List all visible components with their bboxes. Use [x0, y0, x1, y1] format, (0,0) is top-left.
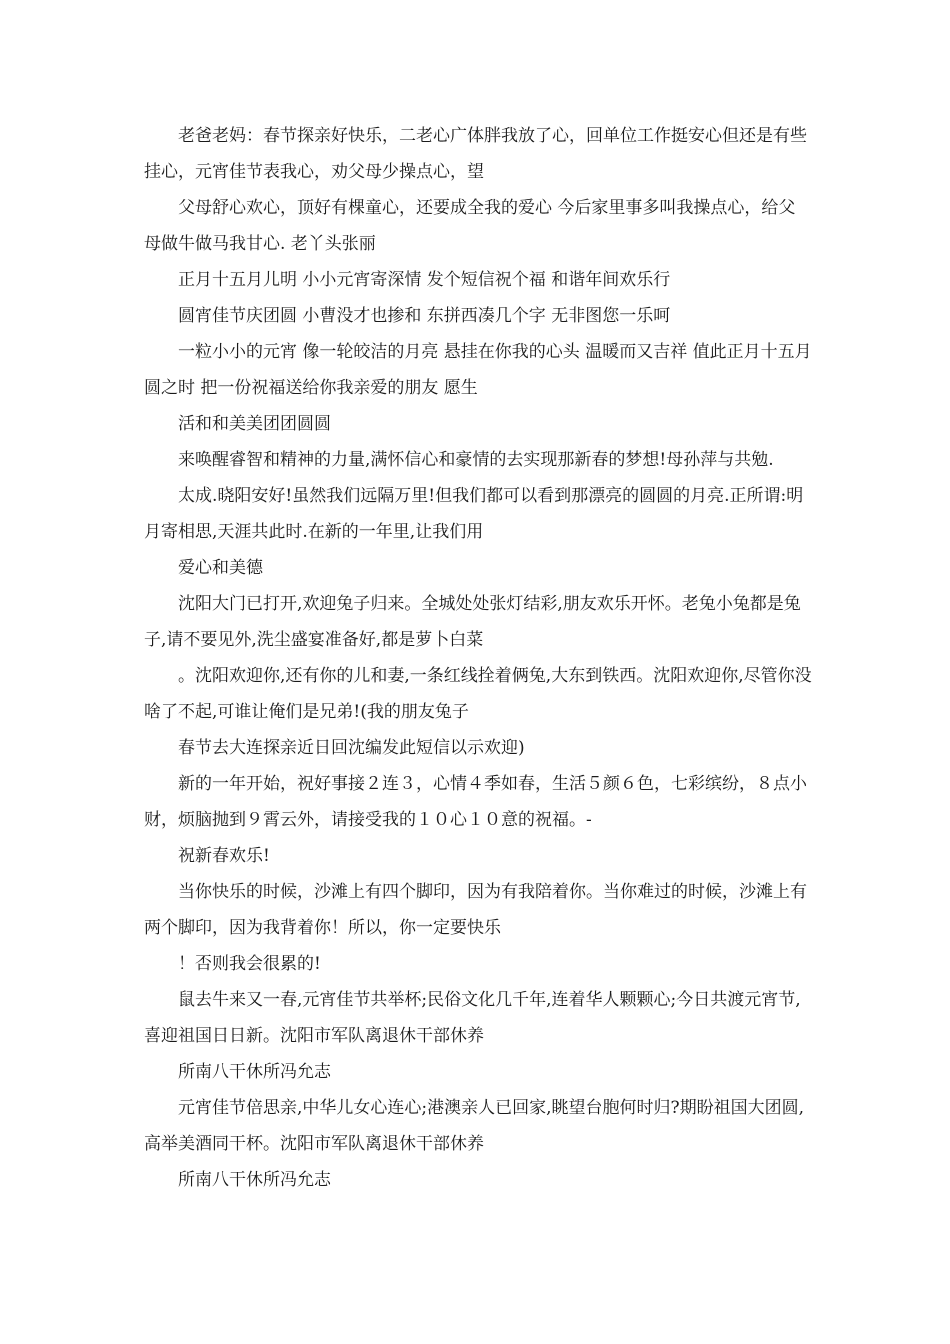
paragraph: 元宵佳节倍思亲,中华儿女心连心;港澳亲人已回家,眺望台胞何时归?期盼祖国大团圆,高举美酒同干杯。沈阳市军队离退休干部休养 [144, 1098, 805, 1154]
paragraph: 正月十五月儿明 小小元宵寄深情 发个短信祝个福 和谐年间欢乐行 [178, 270, 671, 290]
paragraph: 祝新春欢乐! [178, 846, 270, 866]
paragraph: 春节去大连探亲近日回沈编发此短信以示欢迎) [178, 738, 525, 758]
paragraph: 沈阳大门已打开,欢迎兔子归来。全城处处张灯结彩,朋友欢乐开怀。老兔小兔都是兔子,请不要见外,洗尘盛宴准备好,都是萝卜白菜 [144, 594, 801, 650]
paragraph: 新的一年开始，祝好事接２连３，心情４季如春，生活５颜６色，七彩缤纷，８点小财，烦脑抛到９霄云外，请接受我的１０心１０意的祝福。- [144, 774, 807, 830]
paragraph: 来唤醒睿智和精神的力量,满怀信心和豪情的去实现那新春的梦想!母孙萍与共勉. [178, 450, 774, 470]
paragraph: 鼠去牛来又一春,元宵佳节共举杯;民俗文化几千年,连着华人颗颗心;今日共渡元宵节,喜迎祖国日日新。沈阳市军队离退休干部休养 [144, 990, 801, 1046]
paragraph: 当你快乐的时候，沙滩上有四个脚印，因为有我陪着你。当你难过的时候，沙滩上有两个脚印，因为我背着你！所以，你一定要快乐 [144, 882, 807, 938]
paragraph: 活和和美美团团圆圆 [178, 414, 331, 434]
paragraph: 所南八干休所冯允志 [178, 1062, 331, 1082]
paragraph: 圆宵佳节庆团圆 小曹没才也掺和 东拼西凑几个字 无非图您一乐呵 [178, 306, 671, 326]
paragraph: 。沈阳欢迎你,还有你的儿和妻,一条红线拴着俩兔,大东到铁西。沈阳欢迎你,尽管你没啥了不起,可谁让俺们是兄弟!(我的朋友兔子 [144, 666, 812, 722]
document-body [144, 118, 812, 1198]
paragraph: ！否则我会很累的! [178, 954, 321, 974]
paragraph: 所南八干休所冯允志 [178, 1170, 331, 1190]
paragraph: 爱心和美德 [178, 558, 263, 578]
paragraph: 一粒小小的元宵 像一轮皎洁的月亮 悬挂在你我的心头 温暖而又吉祥 值此正月十五月圆之时 把一份祝福送给你我亲爱的朋友 愿生 [144, 342, 812, 398]
paragraph: 父母舒心欢心，顶好有棵童心，还要成全我的爱心 今后家里事多叫我操点心，给父母做牛做马我甘心. 老丫头张丽 [144, 198, 796, 254]
paragraph: 太成.晓阳安好!虽然我们远隔万里!但我们都可以看到那漂亮的圆圆的月亮.正所谓:明月寄相思,天涯共此时.在新的一年里,让我们用 [144, 486, 804, 542]
paragraph: 老爸老妈：春节探亲好快乐，二老心广体胖我放了心，回单位工作挺安心但还是有些挂心，元宵佳节表我心，劝父母少操点心，望 [144, 126, 807, 182]
